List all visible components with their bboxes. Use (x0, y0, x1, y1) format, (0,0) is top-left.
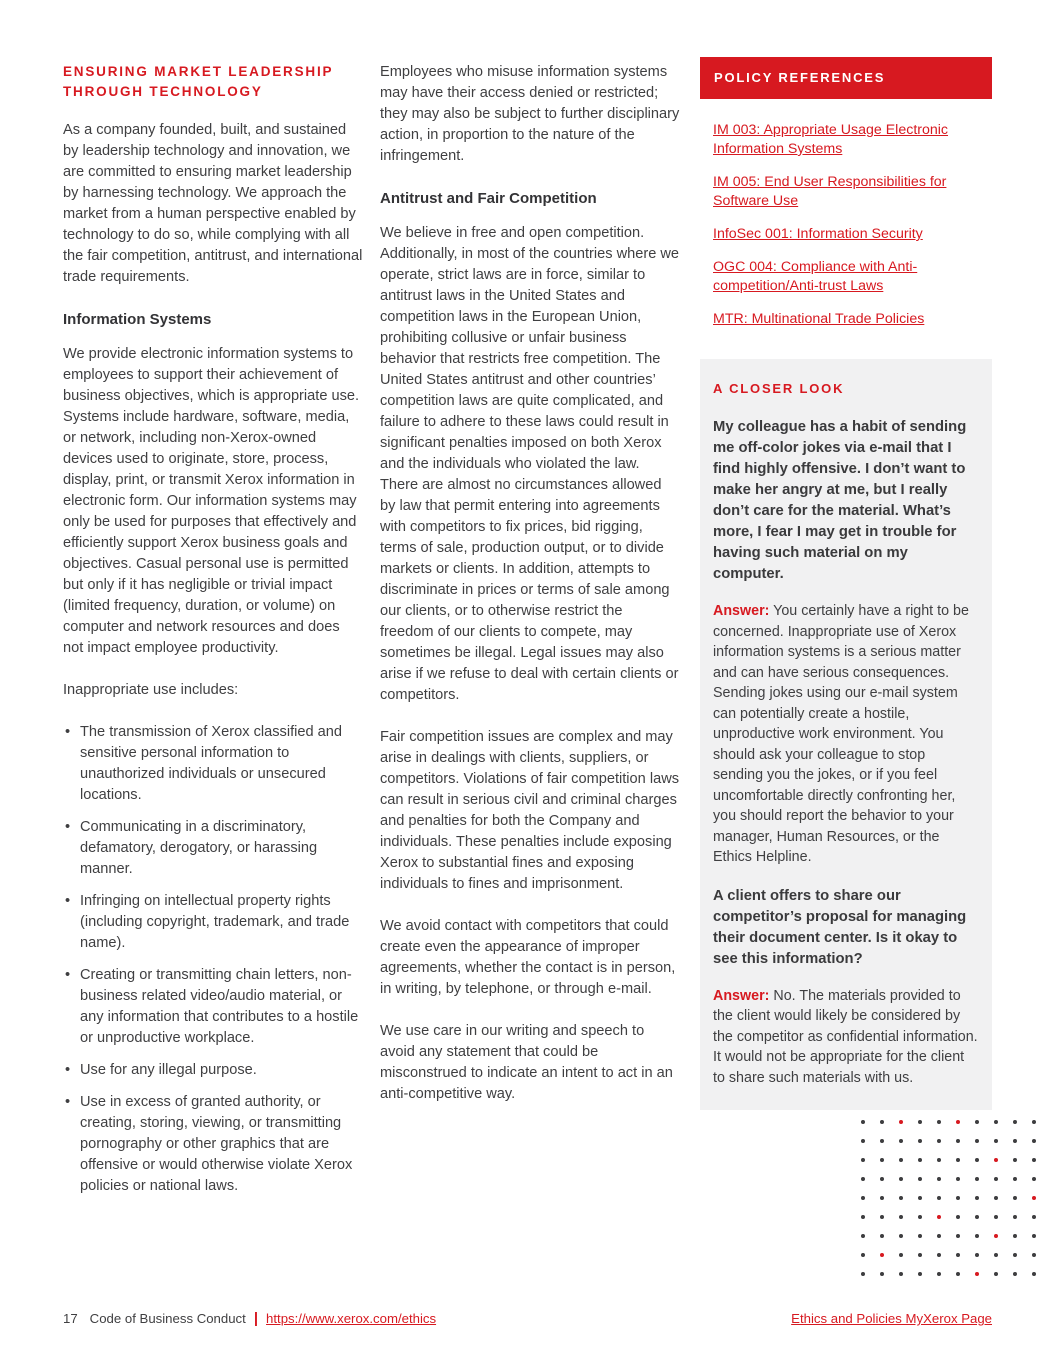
answer-label: Answer: (713, 603, 770, 619)
footer (63, 1310, 992, 1327)
dot (994, 1120, 998, 1124)
dot (899, 1215, 903, 1219)
body-paragraph: We provide electronic information systems to employees to support their achievement of business objectives, which is appropriate use. Systems include hardware, software, media, or network, including non-Xerox-owned devices used to originate, store, process, display, print, or transmit Xerox information in electronic form. Our information systems may only be used for purposes that effectively and efficiently support Xerox business goals and objectives. Casual personal use is permitted but only if it has negligible or trivial impact (limited frequency, duration, or volume) on computer and network resources and does not impact employee productivity. (63, 346, 360, 656)
subheading-antitrust: Antitrust and Fair Competition (380, 190, 597, 207)
dot (918, 1158, 922, 1162)
dot (918, 1139, 922, 1143)
dot (918, 1234, 922, 1238)
dot (994, 1253, 998, 1257)
dot (975, 1234, 979, 1238)
policy-links-list (700, 99, 992, 353)
dot (1032, 1215, 1036, 1219)
bullet-item: • Use for any illegal purpose. (63, 1060, 363, 1081)
policy-link[interactable]: IM 005: End User Responsibilities for Software Use (713, 174, 947, 209)
dot (975, 1177, 979, 1181)
dot (956, 1177, 960, 1181)
dot (937, 1177, 941, 1181)
subheading-information-systems: Information Systems (63, 311, 212, 328)
dot (899, 1120, 903, 1124)
bullet-item: • The transmission of Xerox classified and sensitive personal information to unauthorized individuals or unsecured locations. (63, 722, 363, 806)
dot (861, 1253, 865, 1257)
dot (861, 1177, 865, 1181)
dot (994, 1139, 998, 1143)
dot (1032, 1177, 1036, 1181)
dot (975, 1272, 979, 1276)
dot (880, 1158, 884, 1162)
dot (861, 1272, 865, 1276)
body-paragraph: We use care in our writing and speech to avoid any statement that could be misconstrued to indicate an intent to act in an anti-competitive way. (380, 1023, 673, 1102)
dot (1013, 1253, 1017, 1257)
dot (918, 1215, 922, 1219)
dot (1013, 1177, 1017, 1181)
dot (1013, 1215, 1017, 1219)
dot (1013, 1139, 1017, 1143)
dot (880, 1120, 884, 1124)
dot (918, 1253, 922, 1257)
dot (994, 1196, 998, 1200)
dot (994, 1215, 998, 1219)
footer-url-link[interactable]: https://www.xerox.com/ethics (266, 1311, 437, 1326)
dot-grid (853, 1112, 1043, 1283)
body-paragraph: Inappropriate use includes: (63, 682, 239, 698)
dot (937, 1272, 941, 1276)
bullet-item: • Communicating in a discriminatory, defamatory, derogatory, or harassing manner. (63, 817, 363, 880)
dot (994, 1234, 998, 1238)
dot (918, 1196, 922, 1200)
body-paragraph: As a company founded, built, and sustained by leadership technology and innovation, we are committed to ensuring market leadership by harnessing technology. We approach the market from a human perspective enabled by technology to do so, while complying with all the fair competition, antitrust, and international trade requirements. (63, 122, 363, 285)
dot (861, 1196, 865, 1200)
closer-look-heading: A CLOSER LOOK (713, 381, 845, 396)
dot (975, 1215, 979, 1219)
dot (994, 1158, 998, 1162)
dot (937, 1196, 941, 1200)
dot (918, 1177, 922, 1181)
dot (861, 1158, 865, 1162)
dot (1032, 1139, 1036, 1143)
dot (937, 1215, 941, 1219)
body-paragraph: Employees who misuse information systems may have their access denied or restricted; they may also be subject to further disciplinary action, in proportion to the nature of the infringement. (380, 64, 680, 164)
bullet-list (63, 722, 363, 1197)
dot (975, 1158, 979, 1162)
page-number: 17 (63, 1311, 78, 1326)
answer-text: You certainly have a right to be concerned. Inappropriate use of Xerox information systems is a serious matter and can have serious consequences. Sending jokes using our e-mail system can potentially create a hostile, unproductive work environment. You should ask your colleague to stop sending you the jokes, or if you feel uncomfortable directly confronting her, you should report the behavior to your manager, Human Resources, or the Ethics Helpline. (713, 603, 969, 865)
dot (956, 1120, 960, 1124)
dot (975, 1253, 979, 1257)
dot (937, 1139, 941, 1143)
footer-right (791, 1311, 992, 1326)
middle-column (380, 57, 680, 1126)
dot (994, 1177, 998, 1181)
dot (918, 1120, 922, 1124)
section-heading-market-leadership: ENSURING MARKET LEADERSHIP THROUGH TECHNOLOGY (63, 64, 334, 99)
footer-myxerox-link[interactable]: Ethics and Policies MyXerox Page (791, 1311, 992, 1326)
dot (937, 1158, 941, 1162)
dot (975, 1139, 979, 1143)
dot (1032, 1196, 1036, 1200)
dot (918, 1272, 922, 1276)
dot (899, 1272, 903, 1276)
dot (899, 1177, 903, 1181)
dot (1013, 1158, 1017, 1162)
dot (880, 1196, 884, 1200)
dot (1013, 1196, 1017, 1200)
dot (1013, 1234, 1017, 1238)
dot (1013, 1272, 1017, 1276)
bullet-item: • Creating or transmitting chain letters, non-business related video/audio material, or any information that contributes to a hostile or unproductive workplace. (63, 965, 363, 1049)
dot (880, 1177, 884, 1181)
dot (880, 1234, 884, 1238)
answer-label: Answer: (713, 987, 770, 1004)
answer-text: No. The materials provided to the client would likely be considered by the competitor as confidential information. It would not be appropriate for the client to share such materials with us. (713, 987, 978, 1086)
answer-paragraph (713, 986, 978, 1089)
dot (1032, 1253, 1036, 1257)
dot (956, 1196, 960, 1200)
dot (956, 1234, 960, 1238)
dot (861, 1215, 865, 1219)
dot (975, 1196, 979, 1200)
dot (899, 1139, 903, 1143)
dot (956, 1158, 960, 1162)
dot (899, 1234, 903, 1238)
dot (880, 1215, 884, 1219)
bullet-item: • Infringing on intellectual property rights (including copyright, trademark, and trade name). (63, 891, 363, 954)
body-paragraph: Fair competition issues are complex and may arise in dealings with clients, suppliers, or competitors. Violations of fair competition laws can result in serious civil and criminal charges and penalties for both the Company and individuals. These penalties include exposing Xerox to substantial fines and exposing individuals to fines and imprisonment. (380, 729, 680, 892)
question-text: A client offers to share our competitor’s proposal for managing their document center. Is it okay to see this information? (713, 887, 967, 967)
dot (1013, 1120, 1017, 1124)
dot (1032, 1234, 1036, 1238)
dot (956, 1139, 960, 1143)
answer-paragraph (713, 601, 978, 868)
dot (994, 1272, 998, 1276)
sidebar (700, 57, 992, 1110)
dot (899, 1196, 903, 1200)
dot (880, 1272, 884, 1276)
footer-left (63, 1310, 436, 1327)
dot (861, 1139, 865, 1143)
dot (899, 1253, 903, 1257)
dot (975, 1120, 979, 1124)
dot (956, 1253, 960, 1257)
dot (1032, 1120, 1036, 1124)
dot (899, 1158, 903, 1162)
dot (861, 1120, 865, 1124)
question-text: My colleague has a habit of sending me off-color jokes via e-mail that I find highly offensive. I don’t want to make her angry at me, but I really don’t care for the material. What’s more, I fear I may get in trouble for having such material on my computer. (713, 419, 967, 582)
dot (937, 1120, 941, 1124)
dot (861, 1234, 865, 1238)
dot (956, 1215, 960, 1219)
policy-link[interactable]: IM 003: Appropriate Usage Electronic Information Systems (713, 122, 949, 157)
bullet-item: • Use in excess of granted authority, or creating, storing, viewing, or transmitting pornography or other graphics that are offensive or would otherwise violate Xerox policies or national laws. (63, 1092, 363, 1197)
left-column (63, 57, 363, 1208)
dot (956, 1272, 960, 1276)
policy-link[interactable]: InfoSec 001: Information Security (713, 226, 923, 242)
body-paragraph: We avoid contact with competitors that could create even the appearance of improper agreements, whether the contact is in person, in writing, by telephone, or through e-mail. (380, 918, 676, 997)
dot (1032, 1272, 1036, 1276)
dot (880, 1139, 884, 1143)
dot (880, 1253, 884, 1257)
policy-link[interactable]: MTR: Multinational Trade Policies (713, 311, 925, 327)
dot (937, 1253, 941, 1257)
policy-references-header: POLICY REFERENCES (700, 57, 992, 99)
closer-look-box (700, 359, 992, 1110)
footer-doc-title: Code of Business Conduct (89, 1311, 246, 1326)
body-paragraph: We believe in free and open competition. Additionally, in most of the countries where we operate, strict laws are in force, similar to antitrust laws in the United States and competition laws in the European Union, prohibiting collusive or unfair business behavior that restricts free competition. The United States antitrust and other countries’ competition laws are quite complicated, and failure to adhere to these laws could result in significant penalties imposed on both Xerox and the individuals who violated the law. There are almost no circumstances allowed by law that permit entering into agreements with competitors to fix prices, bid rigging, terms of sale, production output, or to divide markets or clients. In addition, attempts to discriminate in prices or terms of sale among our clients, or to otherwise restrict the freedom of our clients to compete, may sometimes be illegal. Legal issues may also arise if we refuse to deal with certain clients or competitors. (380, 225, 680, 703)
dot (937, 1234, 941, 1238)
dot (1032, 1158, 1036, 1162)
footer-divider: | (253, 1310, 259, 1327)
policy-link[interactable]: OGC 004: Compliance with Anti-competition/Anti-trust Laws (713, 259, 918, 294)
